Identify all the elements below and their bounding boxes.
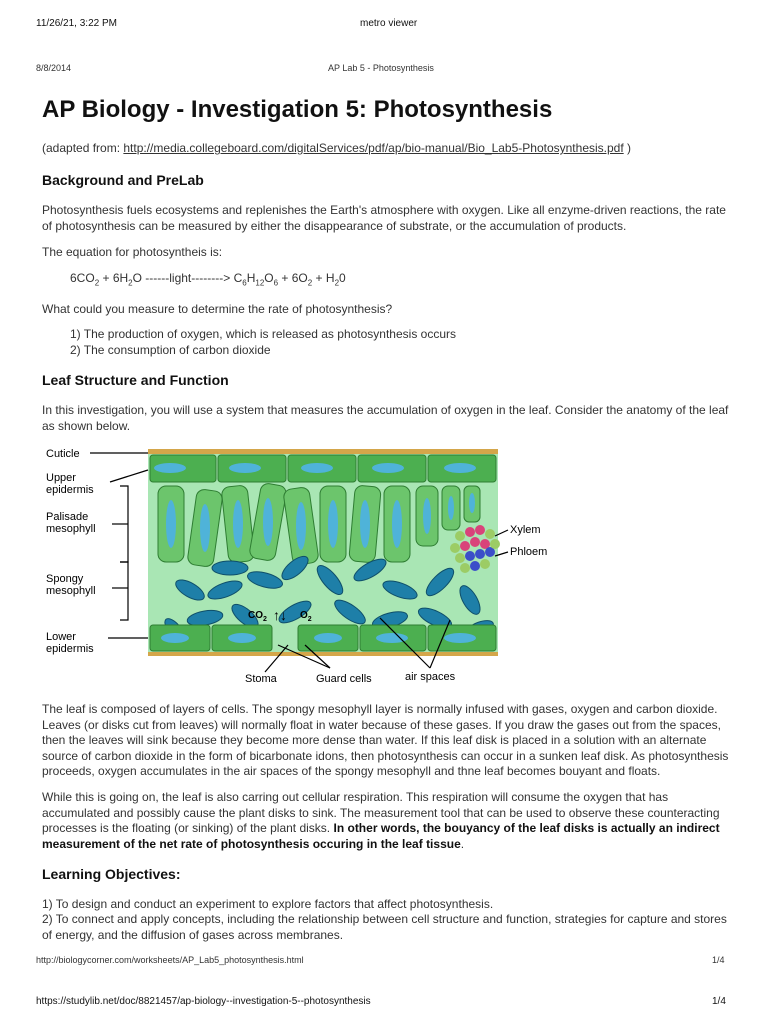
source-link[interactable]: http://media.collegeboard.com/digitalServices/pdf/ap/bio-manual/Bio_Lab5-Photosynthesis.pdf <box>123 141 624 155</box>
leaf-cross-section-diagram <box>40 440 560 690</box>
heading-background: Background and PreLab <box>42 172 204 188</box>
heading-leaf-structure: Leaf Structure and Function <box>42 372 229 388</box>
page-date: 8/8/2014 <box>36 63 72 73</box>
heading-objectives: Learning Objectives: <box>42 866 181 882</box>
label-stoma: Stoma <box>245 673 277 685</box>
list-item: 2) The consumption of carbon dioxide <box>70 343 271 357</box>
page-title: AP Biology - Investigation 5: Photosynthesis <box>42 96 553 123</box>
leaf-paragraph-1: The leaf is composed of layers of cells. The spongy mesophyll layer is normally infused with gases, oxygen and carbon dioxide. Leaves (or disks cut from leaves) will normally float in water because of these gases. If you draw the gases out from the spaces, then the leaves will sink because they become more dense than water. If this leaf disk is placed in a solution with an alternate source of carbon dioxide in the form of bicarbonate idons, then photosynthesis can occur in a sunken leaf disk. As photosynthesis proceeds, oxygen accumulates in the air spaces of the spongy mesophyll and thne leaf becomes bouyant and floats. <box>42 702 729 778</box>
label-lower-epidermis-2: epidermis <box>46 643 94 655</box>
print-app-title: metro viewer <box>360 18 418 29</box>
cuticle-layer <box>148 449 498 454</box>
objective-item: 1) To design and conduct an experiment to explore factors that affect photosynthesis. <box>42 897 494 911</box>
leaf-intro: In this investigation, you will use a system that measures the accumulation of oxygen in the leaf. Consider the anatomy of the leaf as shown below. <box>42 403 729 433</box>
adapted-prefix: (adapted from: <box>42 141 124 155</box>
leaf-paragraph-2: While this is going on, the leaf is also carring out cellular respiration. This respiration will consume the oxygen that has accumulated and possibly cause the plant disks to sink. The measurement tool that can be used to observe these counteracting processes is the floating (or sinking) of the plant disks. In other words, the bouyancy of the leaf disks is actually an indirect measurement of the net rate of photosynthesis occuring in the leaf tissue. <box>42 790 720 851</box>
lower-epidermis <box>150 625 496 651</box>
label-spongy-2: mesophyll <box>46 585 96 597</box>
background-paragraph: Photosynthesis fuels ecosystems and replenishes the Earth's atmosphere with oxygen. Like all enzyme-driven reactions, the rate of photosynthesis can be measured by either the disappearance of substrate, or the accumulation of products. <box>42 203 726 233</box>
label-upper-epidermis-2: epidermis <box>46 484 94 496</box>
lower-cuticle-layer <box>148 652 498 656</box>
adapted-suffix: ) <box>623 141 632 155</box>
svg-text:↑↓: ↑↓ <box>273 607 287 623</box>
upper-epidermis <box>150 455 496 482</box>
label-palisade-1: Palisade <box>46 511 89 523</box>
equation-intro: The equation for photosyntheis is: <box>42 245 223 259</box>
label-guard-cells: Guard cells <box>316 673 372 685</box>
adapted-from <box>42 141 631 155</box>
label-spongy-1: Spongy <box>46 573 84 585</box>
measure-question: What could you measure to determine the rate of photosynthesis? <box>42 302 393 316</box>
print-datetime: 11/26/21, 3:22 PM <box>36 18 117 29</box>
svg-text:O2: $O_2$ <box>300 610 312 623</box>
print-url[interactable]: https://studylib.net/doc/8821457/ap-biology--investigation-5--photosynthesis <box>36 996 371 1007</box>
svg-text:CO2: $CO_2$ <box>248 610 267 623</box>
label-lower-epidermis-1: Lower <box>46 631 76 643</box>
gas-exchange-label <box>248 607 312 623</box>
objective-item: 2) To connect and apply concepts, including the relationship between cell structure and function, strategies for capture and stores of energy, and the diffusion of gases across membranes. <box>42 912 727 942</box>
source-url[interactable]: http://biologycorner.com/worksheets/AP_Lab5_photosynthesis.html <box>36 955 304 965</box>
label-upper-epidermis-1: Upper <box>46 472 76 484</box>
label-xylem: Xylem <box>510 524 541 536</box>
label-air-spaces: air spaces <box>405 671 456 683</box>
inner-page-number: 1/4 <box>712 955 725 965</box>
photosynthesis-equation: $6CO_2 + 6H_2O$ ------light--------> $C_6H_{12}O_6 + 6O_2 + H_20$ <box>70 271 346 288</box>
label-cuticle: Cuticle <box>46 448 80 460</box>
print-page-number: 1/4 <box>712 996 726 1007</box>
list-item: 1) The production of oxygen, which is released as photosynthesis occurs <box>70 327 456 341</box>
label-palisade-2: mesophyll <box>46 523 96 535</box>
label-phloem: Phloem <box>510 546 548 558</box>
page-header-title: AP Lab 5 - Photosynthesis <box>328 63 434 73</box>
